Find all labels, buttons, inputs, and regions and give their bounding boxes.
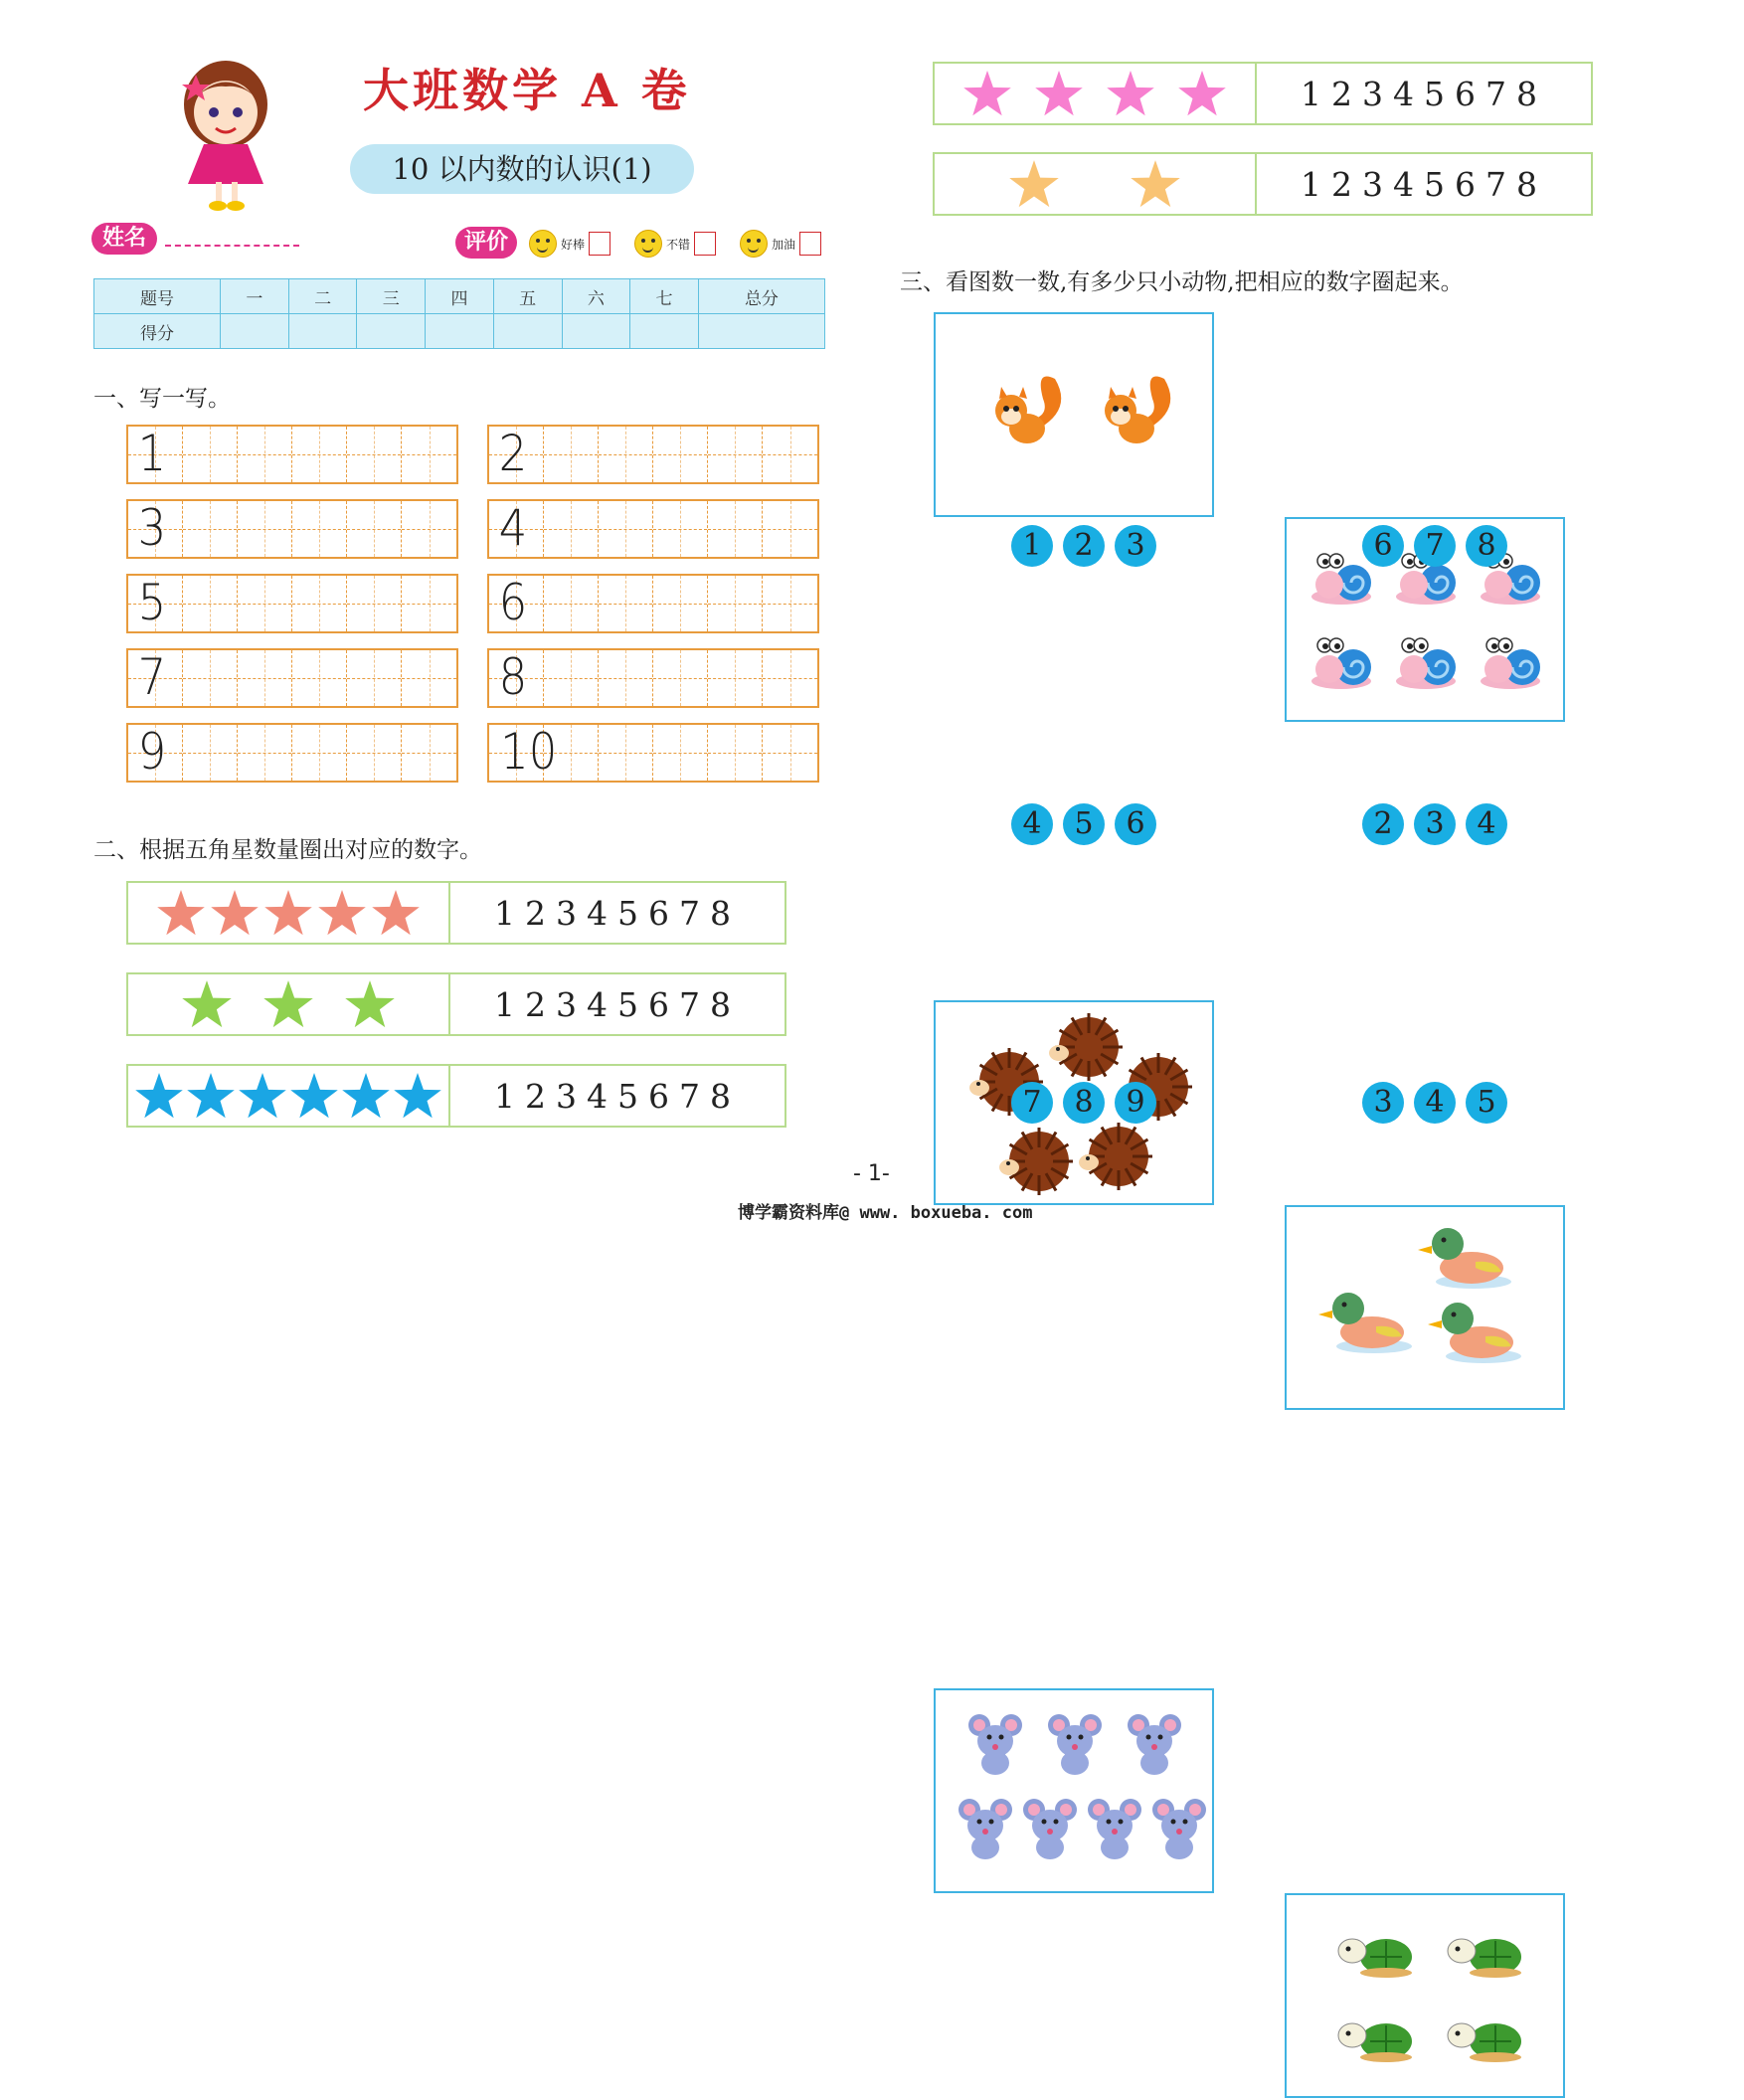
sample-digit: 6 <box>498 574 528 631</box>
score-table-score-row <box>94 314 825 349</box>
star-group <box>128 883 450 943</box>
answer-option[interactable]: 8 <box>1063 1082 1105 1124</box>
star-icon <box>1008 158 1060 210</box>
girl-mascot-illustration <box>164 55 288 214</box>
sample-digit: 4 <box>498 499 528 557</box>
star-icon <box>317 888 367 938</box>
turtle-icon <box>1338 1939 1412 1978</box>
writing-cell[interactable] <box>763 576 817 631</box>
writing-cell[interactable] <box>347 427 402 482</box>
writing-cell[interactable] <box>292 725 347 781</box>
writing-cell[interactable] <box>292 501 347 557</box>
animal-picture-turtle <box>1285 1893 1565 2098</box>
mouse-icon <box>959 1799 1012 1859</box>
star-icon <box>371 888 421 938</box>
writing-cell[interactable] <box>128 725 183 781</box>
evaluation-great-checkbox[interactable] <box>589 232 610 256</box>
score-header-cell: 题号 <box>94 279 221 314</box>
writing-grid-1[interactable] <box>126 425 458 484</box>
writing-cell[interactable] <box>489 427 544 482</box>
score-input-cell[interactable] <box>562 314 630 349</box>
score-input-cell[interactable] <box>288 314 357 349</box>
writing-cell[interactable] <box>544 501 599 557</box>
turtle-icon <box>1448 2023 1521 2062</box>
star-icon <box>962 69 1012 118</box>
score-header-cell: 五 <box>493 279 562 314</box>
writing-cell[interactable] <box>128 650 183 706</box>
section1-heading: 一、写一写。 <box>93 386 231 412</box>
turtle-group <box>1287 1895 1563 2096</box>
duck-icon <box>1318 1293 1412 1353</box>
writing-grid-3[interactable] <box>126 499 458 559</box>
star-icon <box>181 978 233 1030</box>
writing-cell[interactable] <box>489 723 558 781</box>
turtle-icon <box>1448 1939 1521 1978</box>
answer-option[interactable]: 5 <box>1063 803 1105 845</box>
writing-cell[interactable] <box>544 427 599 482</box>
sample-digit: 2 <box>498 425 528 482</box>
writing-cell[interactable] <box>402 576 456 631</box>
writing-grid-4[interactable] <box>487 499 819 559</box>
answer-option[interactable]: 2 <box>1362 803 1404 845</box>
answer-option[interactable]: 9 <box>1115 1082 1156 1124</box>
answer-options <box>1362 525 1507 567</box>
squirrel-icon <box>1105 377 1170 444</box>
writing-cell[interactable] <box>402 427 456 482</box>
number-choices[interactable]: 12345678 <box>494 984 741 1024</box>
turtle-icon <box>1338 2023 1412 2062</box>
writing-cell[interactable] <box>708 650 763 706</box>
star-row <box>126 1064 786 1128</box>
writing-cell[interactable] <box>347 501 402 557</box>
name-field[interactable] <box>165 245 299 247</box>
mouse-icon <box>968 1714 1022 1775</box>
writing-grid-8[interactable] <box>487 648 819 708</box>
writing-cell[interactable] <box>489 650 544 706</box>
score-input-cell[interactable] <box>493 314 562 349</box>
answer-option[interactable]: 3 <box>1115 525 1156 567</box>
writing-cell[interactable] <box>708 576 763 631</box>
writing-cell[interactable] <box>402 501 456 557</box>
number-choices[interactable]: 12345678 <box>494 1076 741 1116</box>
sample-digit: 10 <box>500 723 558 781</box>
star-icon <box>341 1071 391 1121</box>
writing-cell[interactable] <box>653 576 708 631</box>
writing-cell[interactable] <box>489 501 544 557</box>
score-row-label: 得分 <box>94 314 221 349</box>
answer-options <box>1362 1082 1507 1124</box>
writing-grid-5[interactable] <box>126 574 458 633</box>
writing-grid-9[interactable] <box>126 723 458 783</box>
writing-cell[interactable] <box>238 501 292 557</box>
answer-option[interactable]: 4 <box>1466 803 1507 845</box>
writing-cell[interactable] <box>128 576 183 631</box>
writing-cell[interactable] <box>599 576 653 631</box>
evaluation-label: 评价 <box>455 227 517 259</box>
mouse-icon <box>1152 1799 1206 1859</box>
star-icon <box>1106 69 1155 118</box>
animal-picture-squirrel <box>934 312 1214 517</box>
writing-cell[interactable] <box>347 576 402 631</box>
evaluation-good-label: 不错 <box>666 237 691 252</box>
star-icon <box>186 1071 236 1121</box>
evaluation-great <box>529 229 610 259</box>
star-icon <box>1034 69 1084 118</box>
writing-cell[interactable] <box>128 427 183 482</box>
answer-option[interactable]: 5 <box>1466 1082 1507 1124</box>
writing-cell[interactable] <box>544 650 599 706</box>
writing-cell[interactable] <box>128 501 183 557</box>
squirrel-group <box>936 314 1212 515</box>
writing-cell[interactable] <box>599 427 653 482</box>
writing-cell[interactable] <box>653 650 708 706</box>
score-header-cell: 七 <box>630 279 699 314</box>
score-input-cell[interactable] <box>426 314 494 349</box>
answer-option[interactable]: 4 <box>1414 1082 1456 1124</box>
score-header-cell: 四 <box>426 279 494 314</box>
answer-options <box>1011 525 1156 567</box>
evaluation-good-checkbox[interactable] <box>694 232 716 256</box>
star-row <box>933 62 1593 125</box>
writing-cell[interactable] <box>763 501 817 557</box>
writing-cell[interactable] <box>599 725 653 781</box>
duck-icon <box>1428 1303 1521 1363</box>
answer-option[interactable]: 3 <box>1414 803 1456 845</box>
hedgehog-icon <box>999 1128 1073 1195</box>
mouse-icon <box>1048 1714 1102 1775</box>
number-choices[interactable]: 12345678 <box>494 893 741 933</box>
sample-digit: 3 <box>137 499 167 557</box>
name-label: 姓名 <box>91 223 157 255</box>
answer-options <box>1011 803 1156 845</box>
sample-digit: 5 <box>137 574 167 631</box>
writing-grid-6[interactable] <box>487 574 819 633</box>
snail-icon <box>1311 638 1371 689</box>
page-number: - 1- <box>853 1161 890 1186</box>
star-icon <box>134 1071 184 1121</box>
answer-options <box>1011 1082 1156 1124</box>
writing-cell[interactable] <box>347 650 402 706</box>
star-icon <box>263 888 313 938</box>
writing-cell[interactable] <box>238 576 292 631</box>
star-icon <box>238 1071 287 1121</box>
star-icon <box>262 978 314 1030</box>
score-input-cell[interactable] <box>630 314 699 349</box>
answer-option[interactable]: 2 <box>1063 525 1105 567</box>
star-group <box>935 64 1257 123</box>
writing-cell[interactable] <box>292 427 347 482</box>
writing-grid-10[interactable] <box>487 723 819 783</box>
page-title: 大班数学 A 卷 <box>363 64 691 117</box>
evaluation-try-harder-checkbox[interactable] <box>799 232 821 256</box>
neutral-face-icon <box>634 230 662 258</box>
mouse-icon <box>1088 1799 1141 1859</box>
hedgehog-icon <box>1049 1013 1123 1081</box>
writing-grid-7[interactable] <box>126 648 458 708</box>
writing-cell[interactable] <box>183 427 238 482</box>
writing-cell[interactable] <box>292 650 347 706</box>
star-icon <box>289 1071 339 1121</box>
mouse-icon <box>1023 1799 1077 1859</box>
answer-option[interactable]: 1 <box>1011 525 1053 567</box>
star-group <box>128 1066 450 1126</box>
writing-cell[interactable] <box>708 725 763 781</box>
answer-option[interactable]: 8 <box>1466 525 1507 567</box>
writing-cell[interactable] <box>544 576 599 631</box>
answer-option[interactable]: 6 <box>1115 803 1156 845</box>
answer-option[interactable]: 6 <box>1362 525 1404 567</box>
duck-group <box>1287 1207 1563 1408</box>
writing-cell[interactable] <box>238 725 292 781</box>
writing-cell[interactable] <box>238 427 292 482</box>
squirrel-icon <box>995 377 1061 444</box>
number-choices[interactable]: 12345678 <box>1301 164 1547 204</box>
star-icon <box>393 1071 442 1121</box>
sample-digit: 9 <box>137 723 167 781</box>
writing-cell[interactable] <box>402 650 456 706</box>
star-icon <box>344 978 396 1030</box>
score-input-cell[interactable] <box>357 314 426 349</box>
writing-cell[interactable] <box>763 650 817 706</box>
writing-cell[interactable] <box>763 427 817 482</box>
evaluation-good <box>634 229 716 259</box>
writing-cell[interactable] <box>183 576 238 631</box>
evaluation-try-harder-label: 加油 <box>772 237 796 252</box>
star-row <box>126 881 786 945</box>
score-input-cell[interactable] <box>221 314 289 349</box>
animal-picture-mouse <box>934 1688 1214 1893</box>
score-input-cell[interactable] <box>698 314 824 349</box>
writing-cell[interactable] <box>599 501 653 557</box>
writing-cell[interactable] <box>653 501 708 557</box>
star-row <box>933 152 1593 216</box>
writing-cell[interactable] <box>489 576 544 631</box>
star-icon <box>1130 158 1181 210</box>
writing-cell[interactable] <box>763 725 817 781</box>
writing-cell[interactable] <box>238 650 292 706</box>
snail-icon <box>1481 638 1540 689</box>
source-footer: 博学霸资料库@ www. boxueba. com <box>738 1203 1033 1223</box>
writing-cell[interactable] <box>599 650 653 706</box>
writing-cell[interactable] <box>183 650 238 706</box>
evaluation-great-label: 好棒 <box>561 237 586 252</box>
writing-cell[interactable] <box>183 725 238 781</box>
star-row <box>126 972 786 1036</box>
mouse-group <box>936 1690 1212 1891</box>
answer-option[interactable]: 7 <box>1011 1082 1053 1124</box>
writing-cell[interactable] <box>708 427 763 482</box>
writing-cell[interactable] <box>183 501 238 557</box>
smiley-face-icon <box>529 230 557 258</box>
hedgehog-icon <box>1079 1123 1152 1190</box>
answer-option[interactable]: 3 <box>1362 1082 1404 1124</box>
star-icon <box>1177 69 1227 118</box>
writing-cell[interactable] <box>292 576 347 631</box>
snail-icon <box>1396 638 1456 689</box>
animal-picture-duck <box>1285 1205 1565 1410</box>
score-header-cell: 二 <box>288 279 357 314</box>
score-table <box>93 278 825 349</box>
duck-icon <box>1418 1228 1511 1289</box>
score-header-cell: 六 <box>562 279 630 314</box>
writing-cell[interactable] <box>347 725 402 781</box>
number-choices[interactable]: 12345678 <box>1301 74 1547 113</box>
evaluation-try-harder <box>740 229 821 259</box>
mouse-icon <box>1128 1714 1181 1775</box>
section2-heading: 二、根据五角星数量圈出对应的数字。 <box>93 837 482 863</box>
page-subtitle: 10 以内数的认识(1) <box>350 144 694 194</box>
score-header-cell: 总分 <box>698 279 824 314</box>
score-header-cell: 三 <box>357 279 426 314</box>
sample-digit: 8 <box>498 648 528 706</box>
answer-option[interactable]: 7 <box>1414 525 1456 567</box>
answer-options <box>1362 803 1507 845</box>
star-group <box>128 974 450 1034</box>
star-group <box>935 154 1257 214</box>
section3-heading: 三、看图数一数,有多少只小动物,把相应的数字圈起来。 <box>900 269 1464 295</box>
star-icon <box>156 888 206 938</box>
sad-face-icon <box>740 230 768 258</box>
score-header-cell: 一 <box>221 279 289 314</box>
sample-digit: 1 <box>137 425 167 482</box>
score-table-header-row <box>94 279 825 314</box>
star-icon <box>210 888 260 938</box>
writing-cell[interactable] <box>402 725 456 781</box>
answer-option[interactable]: 4 <box>1011 803 1053 845</box>
writing-cell[interactable] <box>653 427 708 482</box>
writing-cell[interactable] <box>653 725 708 781</box>
sample-digit: 7 <box>137 648 167 706</box>
writing-grid-2[interactable] <box>487 425 819 484</box>
writing-cell[interactable] <box>708 501 763 557</box>
